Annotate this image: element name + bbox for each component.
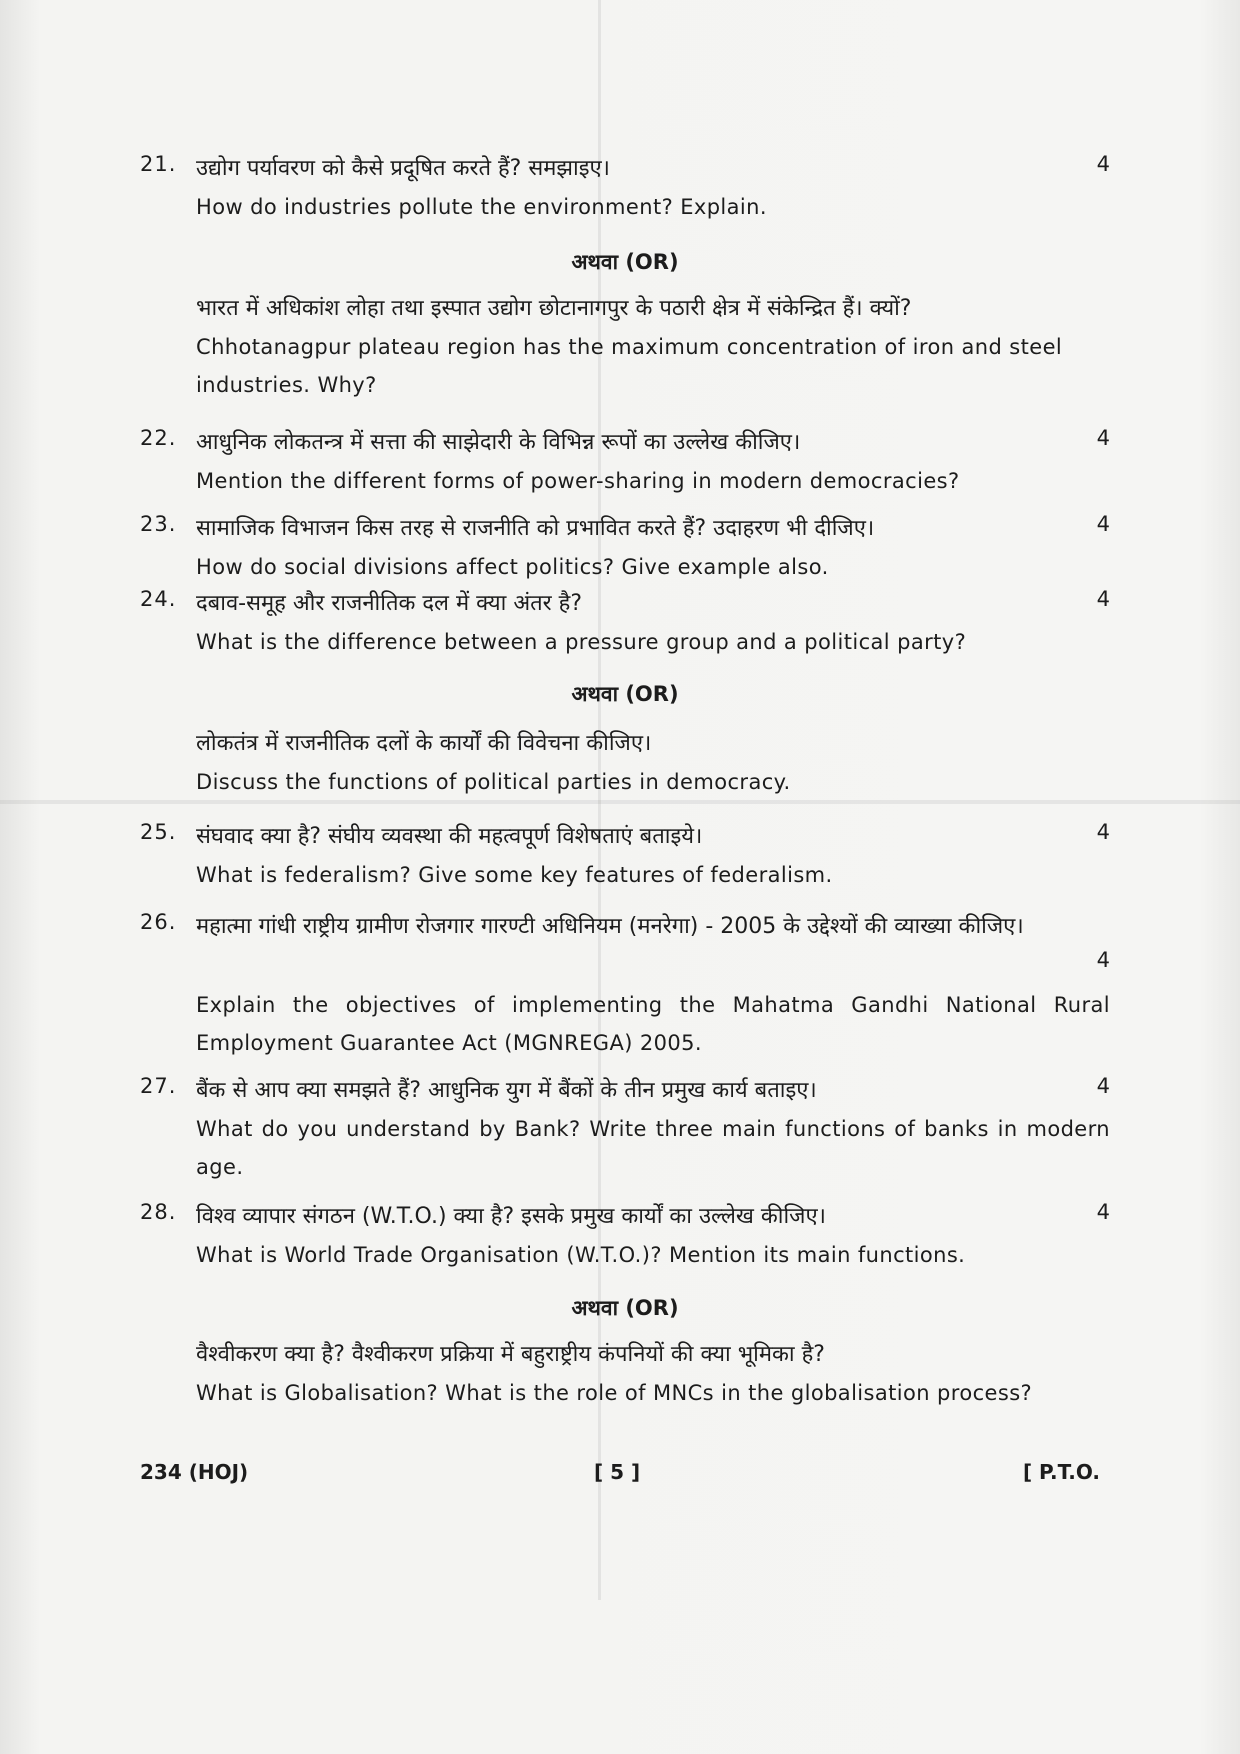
question-text-english: What is federalism? Give some key features of federalism. [196, 863, 833, 887]
question-text-english: Mention the different forms of power-sharing in modern democracies? [196, 469, 960, 493]
alt-text-english: Discuss the functions of political parties in democracy. [196, 770, 791, 794]
alt-text-english: What is Globalisation? What is the role of MNCs in the globalisation process? [196, 1381, 1033, 1405]
question-text-english: How do social divisions affect politics? Give example also. [196, 555, 829, 579]
question-number: 25. [140, 820, 177, 844]
page-number: [ 5 ] [594, 1460, 641, 1484]
question-text-hindi: आधुनिक लोकतन्त्र में सत्ता की साझेदारी के विभिन्न रूपों का उल्लेख कीजिए। [196, 430, 801, 455]
question-text-english: Explain the objectives of implementing the Mahatma Gandhi National Rural Employment Guarantee Act (MGNREGA) 2005. [196, 993, 1110, 1055]
question-text-hindi: सामाजिक विभाजन किस तरह से राजनीति को प्रभावित करते हैं? उदाहरण भी दीजिए। [196, 516, 875, 541]
question-number: 23. [140, 512, 177, 536]
question-marks: 4 [1096, 587, 1110, 611]
question-text-hindi: बैंक से आप क्या समझते हैं? आधुनिक युग में बैंकों के तीन प्रमुख कार्य बताइए। [196, 1078, 817, 1103]
question-marks: 4 [1096, 1074, 1110, 1098]
or-label: अथवा (OR) [571, 682, 679, 706]
question-text-hindi: विश्व व्यापार संगठन (W.T.O.) क्या है? इसके प्रमुख कार्यों का उल्लेख कीजिए। [196, 1204, 826, 1229]
question-28-alternative [196, 1336, 1110, 1412]
question-marks: 4 [1096, 512, 1110, 536]
question-number: 21. [140, 152, 177, 176]
question-text-hindi: महात्मा गांधी राष्ट्रीय ग्रामीण रोजगार गारण्टी अधिनियम (मनरेगा) - 2005 के उद्देश्यों की व्याख्या कीजिए। [196, 914, 1024, 939]
alt-text-hindi: लोकतंत्र में राजनीतिक दलों के कार्यों की विवेचना कीजिए। [196, 731, 652, 756]
question-21-alternative [196, 290, 1110, 404]
question-marks: 4 [1096, 1200, 1110, 1224]
question-text-english: What do you understand by Bank? Write three main functions of banks in modern age. [196, 1117, 1110, 1179]
question-text-hindi: दबाव-समूह और राजनीतिक दल में क्या अंतर है? [196, 591, 583, 616]
question-text-english: How do industries pollute the environment? Explain. [196, 195, 767, 219]
alt-text-hindi: वैश्वीकरण क्या है? वैश्वीकरण प्रक्रिया में बहुराष्ट्रीय कंपनियों की क्या भूमिका है? [196, 1342, 825, 1367]
question-text-english: What is the difference between a pressure group and a political party? [196, 630, 967, 654]
alt-text-english: Chhotanagpur plateau region has the maximum concentration of iron and steel industries. Why? [196, 335, 1063, 397]
question-text-hindi: संघवाद क्या है? संघीय व्यवस्था की महत्वपूर्ण विशेषताएं बताइये। [196, 824, 703, 849]
pto-label: [ P.T.O. [1022, 1460, 1100, 1484]
question-text-english: What is World Trade Organisation (W.T.O.)? Mention its main functions. [196, 1243, 966, 1267]
question-25 [140, 818, 1110, 894]
paper-code: 234 (HOJ) [140, 1460, 249, 1484]
question-26 [140, 908, 1110, 1062]
question-number: 27. [140, 1074, 177, 1098]
question-number: 28. [140, 1200, 177, 1224]
question-27 [140, 1072, 1110, 1186]
question-24-alternative [196, 725, 1110, 801]
question-number: 22. [140, 426, 177, 450]
question-24 [140, 585, 1110, 661]
question-marks: 4 [1096, 152, 1110, 176]
or-label: अथवा (OR) [571, 1296, 679, 1320]
question-28 [140, 1198, 1110, 1274]
question-23 [140, 510, 1110, 586]
question-marks: 4 [1096, 426, 1110, 450]
question-21 [140, 150, 1110, 226]
question-number: 26. [140, 910, 177, 934]
question-marks: 4 [1096, 948, 1110, 972]
question-marks: 4 [1096, 820, 1110, 844]
question-number: 24. [140, 587, 177, 611]
or-label: अथवा (OR) [571, 250, 679, 274]
alt-text-hindi: भारत में अधिकांश लोहा तथा इस्पात उद्योग छोटानागपुर के पठारी क्षेत्र में संकेन्द्रित हैं। क्यों? [196, 296, 912, 321]
question-text-hindi: उद्योग पर्यावरण को कैसे प्रदूषित करते हैं? समझाइए। [196, 156, 611, 181]
question-22 [140, 424, 1110, 500]
